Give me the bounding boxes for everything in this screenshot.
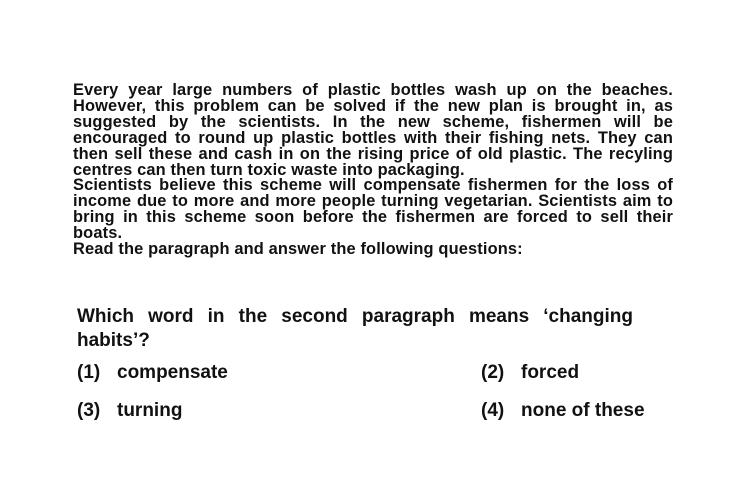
option-3-text: turning: [117, 400, 183, 421]
option-4-number: (4): [481, 400, 505, 421]
option-1[interactable]: [77, 361, 228, 385]
option-1-number: (1): [77, 362, 101, 383]
option-3[interactable]: [77, 399, 182, 423]
option-4-text: none of these: [521, 400, 645, 421]
reading-passage: [73, 83, 673, 258]
option-2[interactable]: [481, 361, 579, 385]
question-text: Which word in the second paragraph means ‘changing habits’?: [77, 306, 633, 351]
passage-paragraph-2: Scientists believe this scheme will compensate fishermen for the loss of income due to more and more people turning vegetarian. Scientists aim to bring in this scheme soon before the fishermen are forced to sell their boats.: [73, 176, 673, 243]
option-1-text: compensate: [117, 362, 228, 383]
passage-instruction: Read the paragraph and answer the following questions:: [73, 240, 523, 259]
option-4[interactable]: [481, 399, 645, 423]
option-2-text: forced: [521, 362, 580, 383]
option-3-number: (3): [77, 400, 101, 421]
option-2-number: (2): [481, 362, 505, 383]
passage-paragraph-1: Every year large numbers of plastic bottles wash up on the beaches. However, this problem can be solved if the new plan is brought in, as suggested by the scientists. In the new scheme, fishermen will be encouraged to round up plastic bottles with their fishing nets. They can then sell these and cash in on the rising price of old plastic. The recyling centres can then turn toxic waste into packaging.: [73, 81, 673, 179]
